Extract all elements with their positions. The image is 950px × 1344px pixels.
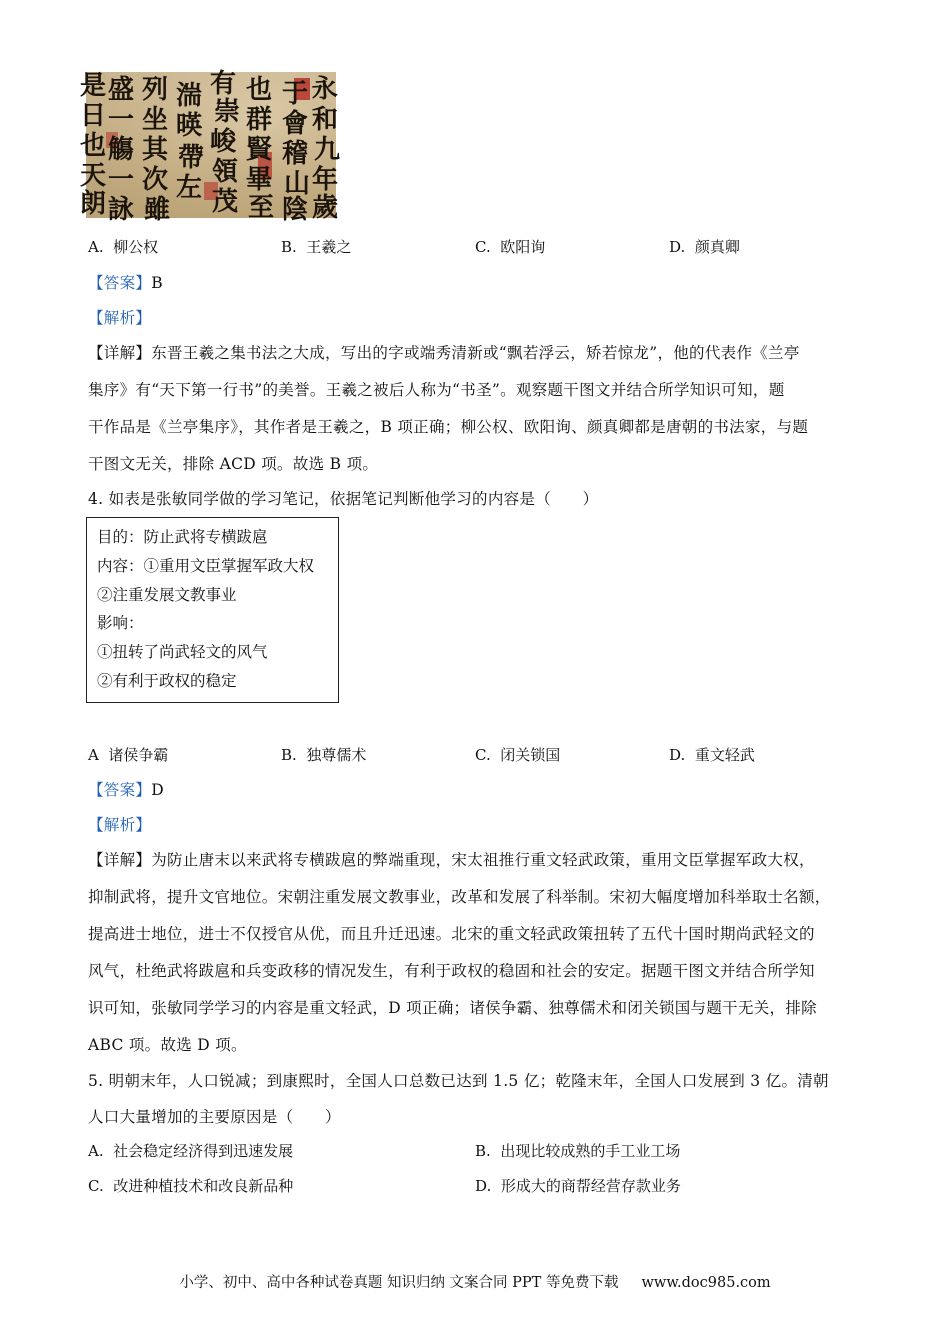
analysis-tag: 【解析】 [88, 816, 152, 834]
q4-detail-line-4: 风气，杜绝武将跋扈和兵变政移的情况发生，有利于政权的稳固和社会的安定。据题干图文并结合所学知 [88, 962, 815, 980]
svg-text:列: 列 [142, 75, 169, 105]
q3-detail-line-2: 集序》有“天下第一行书”的美誉。王羲之被后人称为“书圣”。观察题干图文并结合所学知识可知，题 [88, 381, 785, 399]
svg-text:次: 次 [142, 165, 169, 195]
q5-option-a[interactable] [88, 1140, 293, 1161]
svg-text:坐: 坐 [142, 105, 169, 135]
svg-text:年: 年 [312, 165, 339, 195]
calligraphy-artwork [80, 69, 341, 225]
note-line: ②注重发展文教事业 [97, 586, 237, 604]
q4-analysis-heading [88, 813, 151, 835]
q3-option-c[interactable] [475, 236, 545, 257]
svg-text:峻: 峻 [210, 127, 237, 157]
svg-text:畢: 畢 [246, 165, 273, 195]
q4-option-a[interactable] [88, 744, 168, 765]
svg-text:其: 其 [142, 135, 169, 165]
q4-answer [88, 778, 164, 800]
svg-text:盛: 盛 [108, 75, 135, 105]
option-label: C. [475, 238, 491, 256]
svg-text:至: 至 [248, 193, 275, 223]
option-text: 重文轻武 [694, 746, 755, 764]
q4-detail-line-2: 抑制武将，提升文官地位。宋朝注重发展文教事业，改革和发展了科举制。宋初大幅度增加科举取士名额， [88, 888, 831, 906]
q3-detail-line-3: 干作品是《兰亭集序》，其作者是王羲之，B 项正确；柳公权、欧阳询、颜真卿都是唐朝的书法家，与题 [88, 418, 809, 436]
svg-text:雖: 雖 [144, 195, 171, 225]
svg-text:詠: 詠 [108, 195, 135, 225]
svg-text:暎: 暎 [176, 111, 203, 141]
svg-text:陰: 陰 [282, 195, 309, 225]
option-text: 王羲之 [306, 238, 352, 256]
answer-tag: 【答案】 [88, 781, 152, 799]
q4-option-d[interactable] [669, 744, 755, 765]
svg-text:帶: 帶 [178, 143, 205, 173]
answer-value: D [151, 781, 164, 799]
option-label: C. [88, 1177, 104, 1195]
q5-stem-line-1: 5. 明朝末年，人口锐减；到康熙时，全国人口总数已达到 1.5 亿；乾隆末年，全国人口发展到 3 亿。清朝 [88, 1072, 829, 1090]
svg-text:賢: 賢 [246, 135, 273, 165]
option-text: 柳公权 [113, 238, 159, 256]
q3-detail-line-1 [88, 341, 800, 363]
note-line: 目的：防止武将专横跋扈 [97, 528, 268, 546]
q3-option-b[interactable] [281, 236, 351, 257]
svg-text:和: 和 [312, 105, 339, 135]
answer-tag: 【答案】 [88, 274, 152, 292]
svg-text:觴: 觴 [108, 135, 135, 165]
note-line: ②有利于政权的稳定 [97, 672, 237, 690]
footer-text: 小学、初中、高中各种试卷真题 知识归纳 文案合同 PPT 等免费下载 [179, 1275, 619, 1291]
svg-text:會: 會 [282, 109, 309, 139]
svg-text:山: 山 [284, 169, 311, 199]
q3-detail-line-4: 干图文无关，排除 ACD 项。故选 B 项。 [88, 455, 379, 473]
q4-stem: 4. 如表是张敏同学做的学习笔记，依据笔记判断他学习的内容是（ ） [88, 490, 599, 508]
option-label: B. [475, 1142, 491, 1160]
svg-text:于: 于 [282, 79, 309, 109]
svg-text:也: 也 [246, 75, 273, 105]
svg-text:日: 日 [80, 101, 107, 131]
svg-text:九: 九 [314, 135, 341, 165]
detail-text: 为防止唐末以来武将专横跋扈的弊端重现，宋太祖推行重文轻武政策，重用文臣掌握军政大权， [151, 851, 815, 869]
svg-text:一: 一 [108, 105, 135, 135]
option-label: B. [281, 238, 297, 256]
option-label: D. [669, 746, 686, 764]
svg-text:湍: 湍 [176, 81, 203, 111]
option-text: 改进种植技术和改良新品种 [113, 1177, 294, 1195]
option-label: A. [88, 1142, 104, 1160]
option-text: 出现比较成熟的手工业工场 [500, 1142, 681, 1160]
q4-detail-line-6: ABC 项。故选 D 项。 [88, 1036, 247, 1054]
svg-text:群: 群 [246, 105, 273, 135]
option-label: A. [88, 238, 104, 256]
q4-detail-line-5: 识可知，张敏同学学习的内容是重文轻武，D 项正确；诸侯争霸、独尊儒术和闭关锁国与题干无关，排除 [88, 999, 817, 1017]
option-text: 欧阳询 [500, 238, 546, 256]
svg-text:也: 也 [80, 131, 107, 161]
option-label: C. [475, 746, 491, 764]
svg-text:一: 一 [108, 165, 135, 195]
q3-answer [88, 271, 163, 293]
q3-option-d[interactable] [669, 236, 740, 257]
footer-url[interactable]: www.doc985.com [641, 1275, 771, 1291]
calligraphy-image [80, 69, 341, 225]
q4-detail-line-1 [88, 848, 815, 870]
analysis-tag: 【解析】 [88, 309, 152, 327]
q5-option-b[interactable] [475, 1140, 680, 1161]
option-text: 独尊儒术 [306, 746, 367, 764]
svg-text:有: 有 [210, 69, 237, 99]
q4-option-c[interactable] [475, 744, 560, 765]
option-text: 闭关锁国 [500, 746, 561, 764]
q5-option-c[interactable] [88, 1175, 293, 1196]
svg-text:茂: 茂 [212, 187, 239, 217]
option-text: 社会稳定经济得到迅速发展 [113, 1142, 294, 1160]
detail-tag: 【详解】 [88, 344, 152, 362]
option-label: D. [475, 1177, 492, 1195]
svg-text:歲: 歲 [312, 193, 339, 223]
option-label: D. [669, 238, 686, 256]
page-footer [0, 1271, 950, 1292]
q5-option-d[interactable] [475, 1175, 681, 1196]
note-line: ①扭转了尚武轻文的风气 [97, 643, 268, 661]
q3-analysis-heading [88, 306, 151, 328]
option-label: B. [281, 746, 297, 764]
option-text: 颜真卿 [694, 238, 740, 256]
option-label: A [88, 746, 99, 764]
q3-option-a[interactable] [88, 236, 158, 257]
option-text: 形成大的商帮经营存款业务 [500, 1177, 681, 1195]
svg-text:天: 天 [80, 161, 107, 191]
detail-text: 东晋王羲之集书法之大成，写出的字或端秀清新或“飘若浮云，矫若惊龙”，他的代表作《兰亭 [151, 344, 800, 362]
q4-option-b[interactable] [281, 744, 366, 765]
svg-text:左: 左 [176, 173, 203, 203]
detail-tag: 【详解】 [88, 851, 152, 869]
q5-stem-line-2: 人口大量增加的主要原因是（ ） [88, 1108, 341, 1126]
svg-text:永: 永 [310, 73, 339, 105]
study-note-box [86, 517, 339, 703]
svg-text:領: 領 [212, 157, 239, 187]
svg-text:是: 是 [80, 71, 107, 101]
svg-text:稽: 稽 [282, 139, 309, 169]
svg-text:崇: 崇 [214, 97, 241, 127]
note-line: 影响： [97, 614, 144, 632]
note-line: 内容：①重用文臣掌握军政大权 [97, 557, 315, 575]
svg-text:朗: 朗 [80, 189, 107, 219]
q4-detail-line-3: 提高进士地位，进士不仅授官从优，而且升迁迅速。北宋的重文轻武政策扭转了五代十国时期尚武轻文的 [88, 925, 815, 943]
option-text: 诸侯争霸 [108, 746, 169, 764]
answer-value: B [151, 274, 163, 292]
